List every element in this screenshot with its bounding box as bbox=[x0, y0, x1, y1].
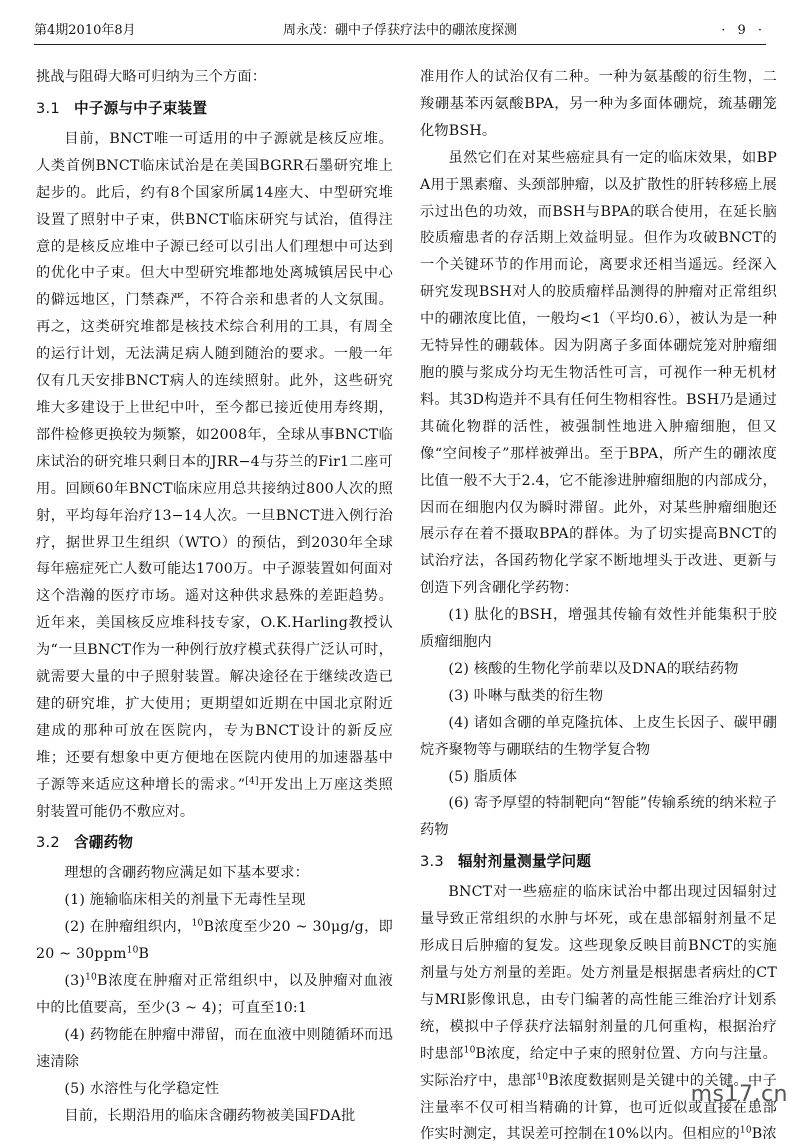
running-title: 周永茂：硼中子俘获疗法中的硼浓度探测 bbox=[282, 23, 517, 38]
section-title: 中子源与中子束装置 bbox=[74, 99, 208, 117]
running-header bbox=[34, 22, 766, 45]
paragraph-text: BNCT对一些癌症的临床试治中都出现过因辐射过量导致正常组织的水肿与坏死，或在患部辐射剂量不足形成日后肿瘤的复发。这些现象反映目前BNCT的实施剂量与处方剂量的差距。处方剂量是根据患者病灶的CT与MRI影像讯息，由专门编著的高性能三维治疗计划系统，模拟中子俘获疗法辐射剂量的几何重构，根据治疗时患部 bbox=[420, 884, 777, 1062]
list-text: (3) bbox=[64, 973, 86, 990]
superscript: 10 bbox=[463, 1044, 476, 1055]
paragraph-text: 目前，BNCT唯一可适用的中子源就是核反应堆。人类首例BNCT临床试治是在美国BGRR石墨研究堆上起步的。此后，约有8个国家所属14座大、中型研究堆设置了照射中子束，供BNCT临床研究与试治，值得注意的是核反应堆中子源已经可以引出人们理想中可达到的优化中子束。但大中型研究堆都地处离城镇居民中心的僻远地区，门禁森严，不符合亲和患者的人文氛围。再之，这类研究堆都是核技术综合利用的工具，有周全的运行计划，无法满足病人随到随治的要求。一般一年仅有几天安排BNCT病人的连续照射。此外，这些研究堆大多建设于上世纪中叶，至今都已接近使用寿终期，部件检修更换较为频繁，如2008年，全球从事BNCT临床试治的研究堆只剩日本的JRR−4与芬兰的Fir1二座可用。回顾60年BNCT临床应用总共接纳过800人次的照射，平均每年治疗13−14人次。一旦BNCT进入例行治疗，据世界卫生组织（WTO）的预估，到2030年全球每年癌症死亡人数可能达1700万。中子源装置如何面对这个浩瀚的医疗市场。遥对这种供求悬殊的差距趋势。近年来，美国核反应堆科技专家，O.K.Harling教授认为“一旦BNCT作为一种例行放疗模式获得广泛认可时，就需要大量的中子照射装置。解决途径在于继续改造已建的研究堆，扩大使用；更期望如近期在中国北京附近建成的那种可放在医院内，专为BNCT设计的新反应堆；还要有想象中更方便地在医院内使用的加速器基中子源等来适应这种增长的需求。” bbox=[36, 130, 393, 793]
section-heading-3-3 bbox=[420, 849, 777, 875]
list-text: B浓度至少20 ~ 30μg/g，即20 ~ 30ppm bbox=[36, 919, 393, 963]
list-text: (2) 在肿瘤组织内， bbox=[64, 919, 192, 936]
list-text: B浓度在肿瘤对正常组织中，以及肿瘤对血液中的比值要高，至少(3 ~ 4)；可直至10:1 bbox=[36, 973, 393, 1016]
list-item: (4) 药物能在肿瘤中滞留，而在血液中则随循环而迅速清除 bbox=[36, 1026, 393, 1070]
page-number: · 9 · bbox=[721, 23, 766, 38]
paragraph-text: B浓度，给定中子束的照射位置、方向与注量。实际治疗中，患部 bbox=[420, 1045, 777, 1089]
section-title: 含硼药物 bbox=[74, 834, 134, 852]
section-title: 辐射剂量测量学问题 bbox=[458, 853, 592, 871]
list-item: (1) 施输临床相关的剂量下无毒性呈现 bbox=[64, 892, 306, 909]
list-item: (5) 脂质体 bbox=[448, 768, 517, 785]
intro-paragraph: 挑战与阻碍大略可归纳为三个方面： bbox=[36, 69, 267, 85]
paragraph-text: 开发出上万座这类照射装置可能仍不敷应对。 bbox=[36, 776, 393, 820]
paragraph-dosimetry bbox=[420, 879, 777, 1148]
site-watermark: ms17.cn bbox=[690, 1082, 788, 1107]
left-column bbox=[36, 64, 393, 1130]
list-item: (4) 诸如含硼的单克隆抗体、上皮生长因子、碳甲硼烷齐聚物等与硼联结的生物学复合物 bbox=[420, 714, 777, 758]
list-item: (1) 肽化的BSH，增强其传输有效性并能集积于胶质瘤细胞内 bbox=[420, 607, 777, 651]
paragraph-text: B浓度数据则是关键中的关键。中子注量率不仅可相当精确的计算，也可近似或直接在患部作实时测定，其误差可控制在10%以内。但相应的 bbox=[420, 1072, 777, 1143]
paragraph-requirements: 理想的含硼药物应满足如下基本要求： bbox=[64, 865, 309, 882]
paragraph-neutron-source bbox=[36, 126, 393, 826]
superscript: 10 bbox=[739, 1125, 752, 1136]
list-item: (5) 水溶性与化学稳定性 bbox=[64, 1080, 220, 1097]
list-item bbox=[36, 968, 393, 1022]
superscript: 10 bbox=[126, 945, 139, 956]
section-heading-3-1 bbox=[36, 96, 393, 122]
section-number: 3.3 bbox=[420, 853, 444, 871]
citation: [4] bbox=[245, 775, 259, 786]
superscript: 10 bbox=[191, 918, 204, 929]
section-number: 3.2 bbox=[36, 834, 60, 852]
list-text: B bbox=[138, 946, 150, 963]
section-number: 3.1 bbox=[36, 99, 60, 117]
list-item bbox=[36, 914, 393, 968]
list-item: (3) 卟啉与酞类的衍生物 bbox=[448, 687, 604, 704]
list-item: (2) 核酸的生物化学前辈以及DNA的联结药物 bbox=[448, 660, 739, 677]
section-heading-3-2 bbox=[36, 830, 393, 856]
list-item: (6) 寄予厚望的特制靶向“智能”传输系统的纳米粒子药物 bbox=[420, 795, 777, 839]
right-column bbox=[420, 64, 777, 1148]
issue-date: 第4期2010年8月 bbox=[34, 23, 136, 38]
superscript: 10 bbox=[85, 972, 97, 983]
paragraph-fda: 目前，长期沿用的临床含硼药物被美国FDA批 bbox=[64, 1107, 356, 1124]
paragraph-text: B浓 bbox=[751, 1126, 777, 1143]
superscript: 10 bbox=[536, 1071, 549, 1082]
paragraph-continued: 准用作人的试治仅有二种。一种为氨基酸的衍生物，二羧硼基苯丙氨酸BPA，另一种为多面体硼烷，巯基硼笼化物BSH。 bbox=[420, 69, 777, 139]
paragraph-drug-effects: 虽然它们在对某些癌症具有一定的临床效果，如BPA用于黑素瘤、头颈部肿瘤，以及扩散性的肝转移癌上展示过出色的功效，而BSH与BPA的联合使用，在延长脑胶质瘤患者的存活期上效益明显。但作为攻破BNCT的一个关键环节的作用而论，离要求还相当遥远。经深入研究发现BSH对人的胶质瘤样品测得的肿瘤对正常组织中的硼浓度比值，一般均<1（平均0.6），被认为是一种无特异性的硼载体。因为阴离子多面体硼烷笼对肿瘤细胞的膜与浆成分均无生物活性可言，可视作一种无机材料。其3D构造并不具有任何生物相容性。BSH乃是通过其硫化物群的活性，被强制性地进入肿瘤细胞，但又像“空间梭子”那样被弹出。至于BPA，所产生的硼浓度比值一般不大于2.4，它不能渗进肿瘤细胞的内部成分，因而在细胞内仅为瞬时滞留。此外，对某些肿瘤细胞还展示存在着不摄取BPA的群体。为了切实提高BNCT的试治疗法，各国药物化学家不断地埋头于改进、更新与创造下列含硼化学药物： bbox=[420, 149, 777, 597]
